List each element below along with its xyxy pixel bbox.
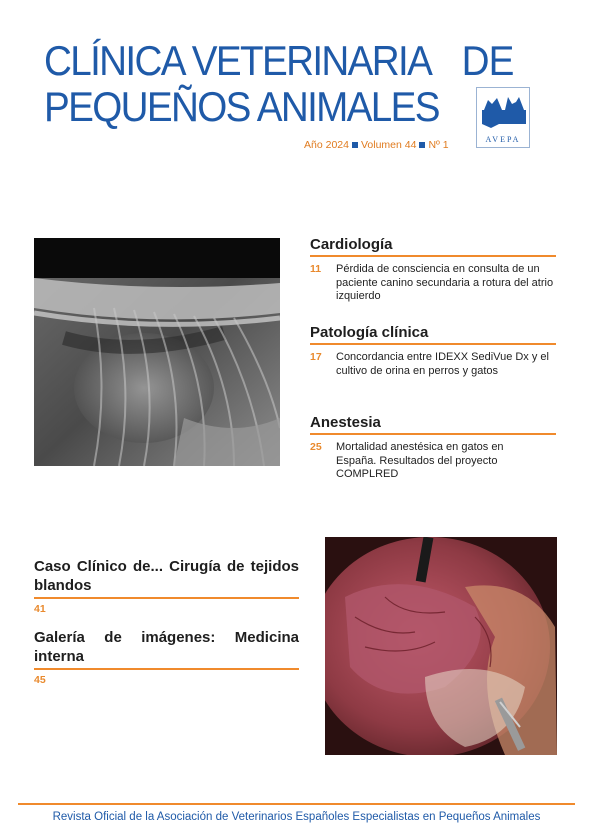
issue-info (304, 139, 449, 151)
logo-text: AVEPA (485, 135, 521, 144)
section-caso-clinico[interactable] (34, 557, 299, 615)
section-heading: Caso Clínico de... Cirugía de tejidos blandos (34, 557, 299, 599)
title-de: DE (461, 37, 514, 84)
page-number: 41 (34, 603, 46, 615)
title-line-2: PEQUEÑOS ANIMALES (44, 83, 439, 130)
toc-entry[interactable] (310, 441, 556, 482)
section-anestesia (310, 414, 556, 482)
avepa-logo (476, 87, 530, 148)
section-heading: Anestesia (310, 414, 556, 435)
page-number: 45 (34, 674, 46, 686)
article-title: Pérdida de consciencia en consulta de un paciente canino secundaria a rotura del atrio izquierdo (336, 263, 554, 302)
toc-entry[interactable] (310, 263, 556, 304)
article-title: Mortalidad anestésica en gatos en España. Resultados del proyecto COMPLRED (336, 441, 504, 480)
footer-text: Revista Oficial de la Asociación de Veterinarios Españoles Especialistas en Pequeños Animales (52, 811, 541, 823)
section-galeria-imagenes[interactable] (34, 628, 299, 686)
journal-title (44, 37, 514, 130)
section-heading: Cardiología (310, 236, 556, 257)
page-number: 11 (310, 263, 322, 275)
surgery-image (325, 537, 557, 755)
title-line-1: CLÍNICA VETERINARIA (44, 37, 432, 84)
footer-divider (18, 803, 575, 805)
page-number: 17 (310, 351, 322, 363)
page-number: 25 (310, 441, 322, 453)
section-heading: Patología clínica (310, 324, 556, 345)
separator-square-icon (352, 142, 358, 148)
article-title: Concordancia entre IDEXX SediVue Dx y el cultivo de orina en perros y gatos (336, 351, 549, 377)
section-cardiologia (310, 236, 556, 304)
issue-volume: Volumen 44 (360, 139, 417, 151)
section-patologia-clinica (310, 324, 556, 378)
issue-year: Año 2024 (304, 139, 349, 151)
toc-entry[interactable] (310, 351, 556, 378)
issue-number: Nº 1 (428, 139, 449, 151)
separator-square-icon (419, 142, 425, 148)
xray-image (34, 238, 280, 466)
section-heading: Galería de imágenes: Medicina interna (34, 628, 299, 670)
